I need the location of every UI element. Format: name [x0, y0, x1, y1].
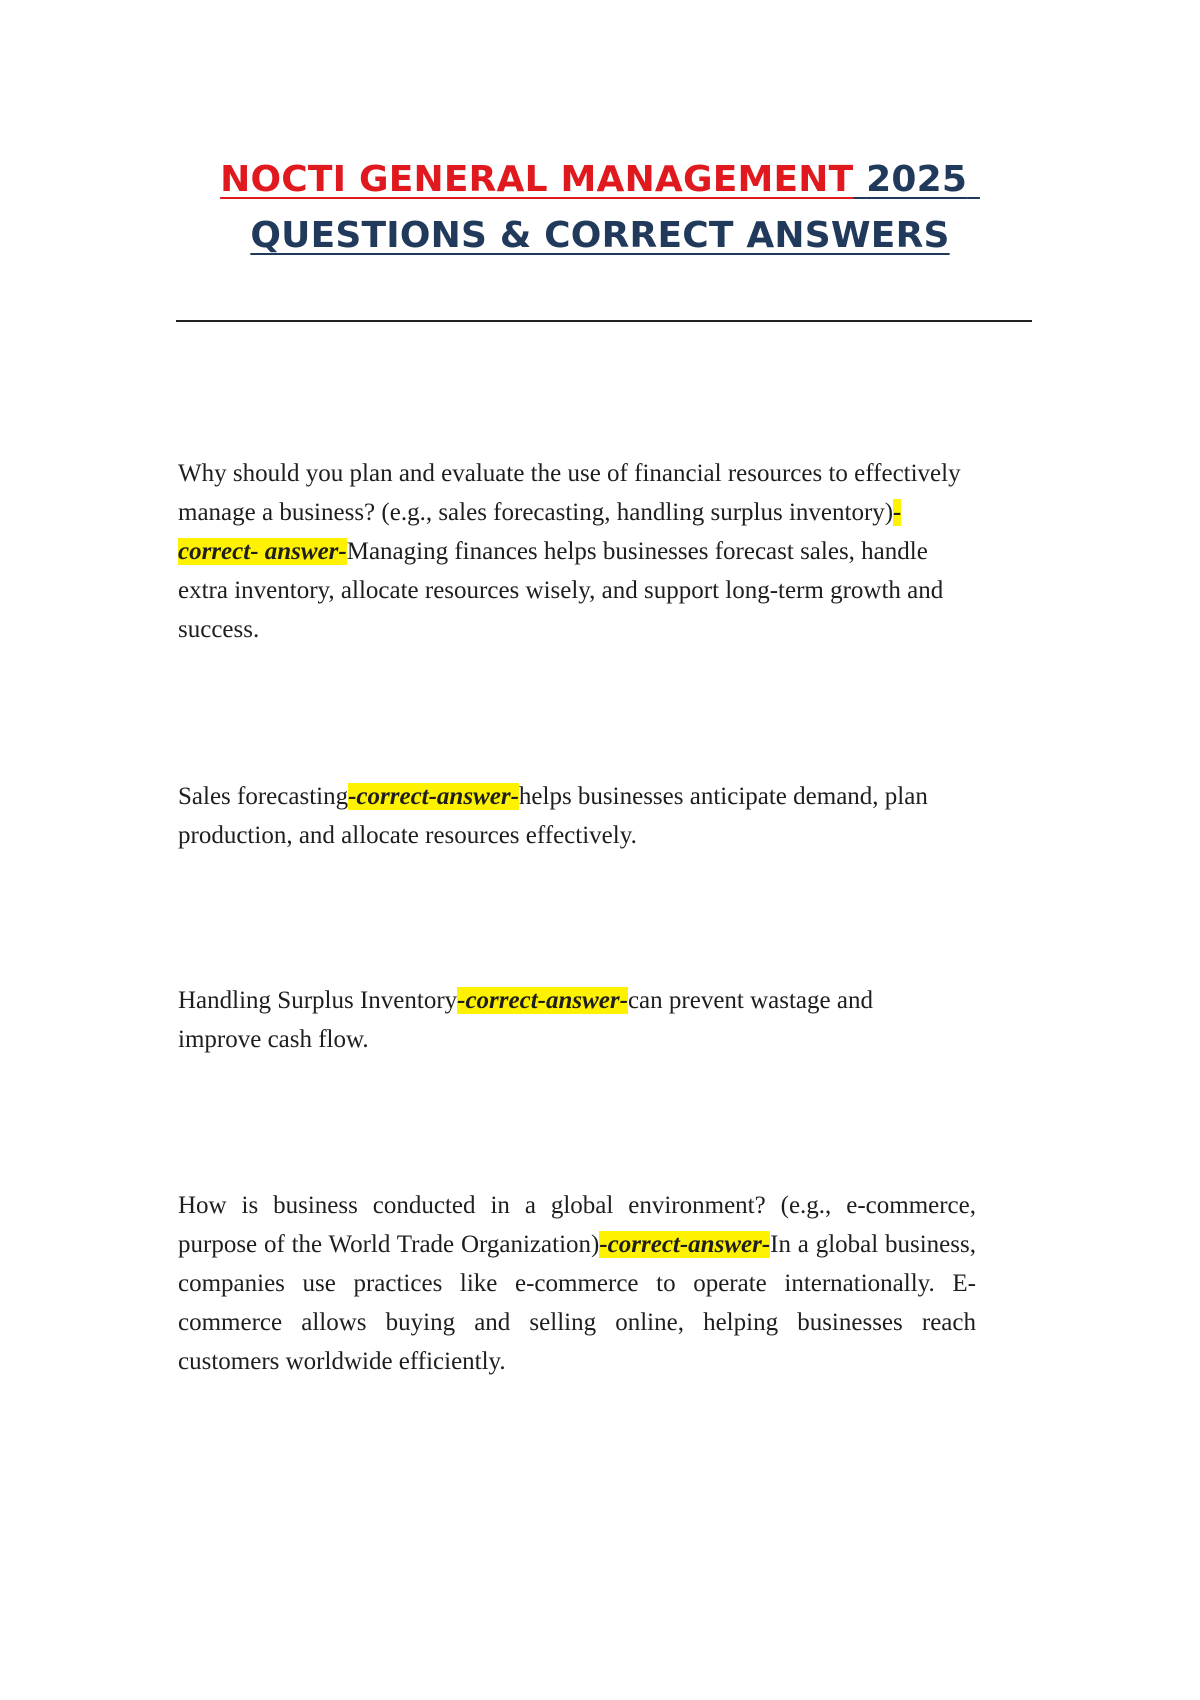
title-subtitle: QUESTIONS & CORRECT ANSWERS	[250, 215, 950, 256]
qa-item-1	[178, 454, 968, 649]
correct-answer-marker: -correct- answer-	[178, 499, 902, 565]
qa-question: Why should you plan and evaluate the use of financial resources to effectively manage a business? (e.g., sales forecasting, handling surplus inventory)	[178, 460, 961, 526]
qa-question: Sales forecasting	[178, 783, 349, 810]
qa-answer: Managing finances helps businesses forecast sales, handle extra inventory, allocate resources wisely, and support long-term growth and success.	[178, 538, 944, 643]
document-title-line-1	[0, 159, 1200, 200]
title-space	[853, 159, 866, 200]
document-title-line-2	[0, 215, 1200, 256]
horizontal-divider	[176, 320, 1032, 322]
correct-answer-marker: -correct-answer-	[457, 987, 628, 1014]
correct-answer-marker: -correct-answer-	[599, 1231, 771, 1258]
correct-answer-marker: -correct-answer-	[348, 783, 519, 810]
title-year: 2025	[866, 159, 968, 200]
title-trailing-space	[967, 159, 980, 200]
qa-question: How is business conducted in a global environment? (e.g., e-commerce, purpose of the World Trade Organization)	[178, 1192, 976, 1258]
qa-item-2	[178, 777, 978, 855]
qa-answer: can prevent wastage and improve cash flow.	[178, 987, 873, 1053]
qa-answer: helps businesses anticipate demand, plan production, and allocate resources effectively.	[178, 783, 928, 849]
qa-answer: In a global business, companies use practices like e-commerce to operate internationally. E-commerce allows buying and selling online, helping businesses reach customers worldwide efficiently.	[178, 1231, 976, 1375]
qa-item-3	[178, 981, 938, 1059]
qa-question: Handling Surplus Inventory	[178, 987, 458, 1014]
qa-item-4	[178, 1186, 976, 1381]
title-text-red: NOCTI GENERAL MANAGEMENT	[220, 159, 854, 200]
